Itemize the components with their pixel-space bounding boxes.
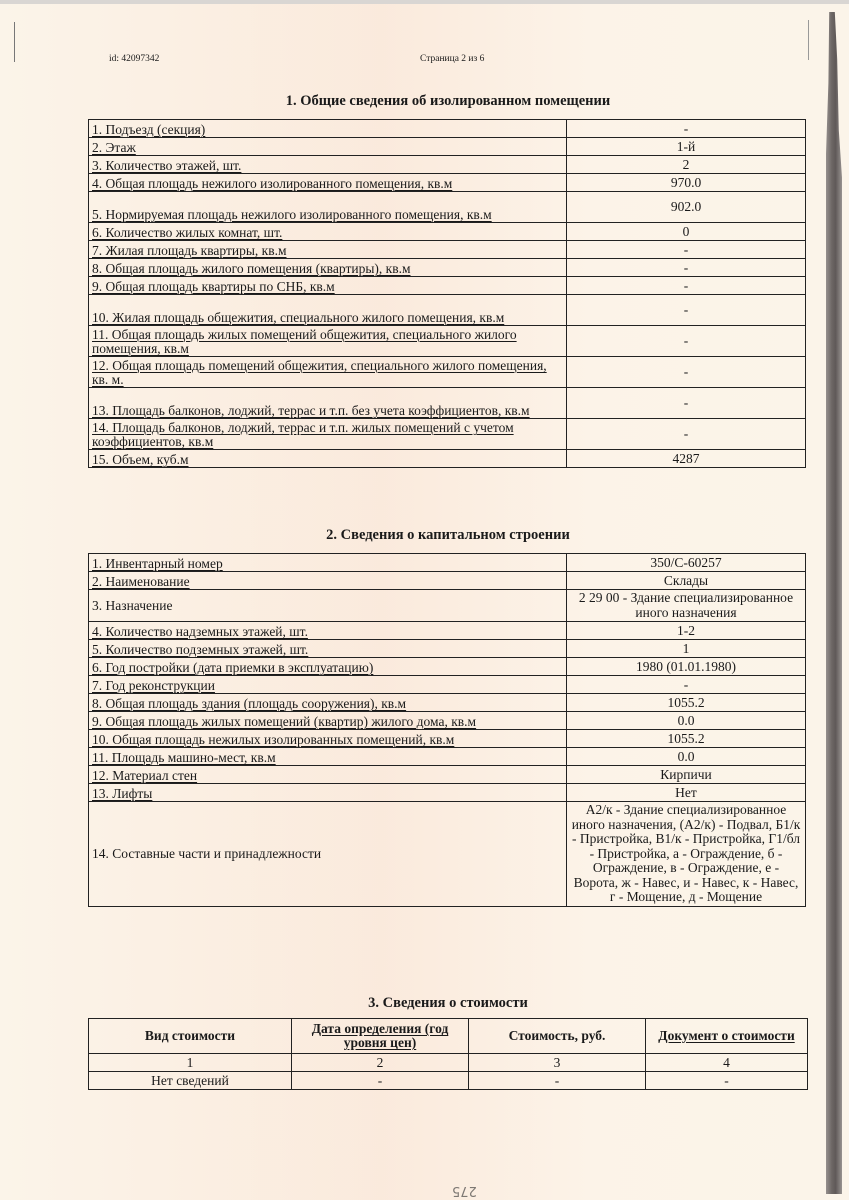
row-value: Склады <box>567 572 806 590</box>
section1-table <box>88 119 806 468</box>
section3-title: 3. Сведения о стоимости <box>368 995 528 1011</box>
table-row <box>89 326 806 357</box>
row-label: 1. Подъезд (секция) <box>89 120 567 138</box>
handwritten-page-mark: 275 <box>452 1183 477 1198</box>
row-value: - <box>567 277 806 295</box>
table-row <box>89 259 806 277</box>
section3-cost-table <box>88 1018 808 1090</box>
row-label: 9. Общая площадь жилых помещений (квартир) жилого дома, кв.м <box>89 712 567 730</box>
row-value: - <box>567 357 806 388</box>
section2-table <box>88 553 806 907</box>
table-row <box>89 748 806 766</box>
col-header-date: Дата определения (год уровня цен) <box>292 1019 469 1054</box>
row-value: 1055.2 <box>567 730 806 748</box>
row-label: 12. Общая площадь помещений общежития, специального жилого помещения, кв. м. <box>89 357 567 388</box>
row-label: 14. Составные части и принадлежности <box>89 802 567 907</box>
row-value: 1-й <box>567 138 806 156</box>
table-row <box>89 802 806 907</box>
table-row <box>89 174 806 192</box>
row-label: 7. Год реконструкции <box>89 676 567 694</box>
table-row <box>89 223 806 241</box>
row-label: 9. Общая площадь квартиры по СНБ, кв.м <box>89 277 567 295</box>
table-row <box>89 590 806 622</box>
table-row <box>89 419 806 450</box>
row-label: 2. Этаж <box>89 138 567 156</box>
col-number: 1 <box>89 1054 292 1072</box>
row-label: 5. Количество подземных этажей, шт. <box>89 640 567 658</box>
table-row <box>89 138 806 156</box>
row-label: 11. Общая площадь жилых помещений общежития, специального жилого помещения, кв.м <box>89 326 567 357</box>
row-label: 5. Нормируемая площадь нежилого изолированного помещения, кв.м <box>89 192 567 223</box>
row-value: 1-2 <box>567 622 806 640</box>
scan-top-edge <box>0 0 849 4</box>
row-label: 3. Количество этажей, шт. <box>89 156 567 174</box>
table-row <box>89 277 806 295</box>
row-label: 4. Количество надземных этажей, шт. <box>89 622 567 640</box>
table-row <box>89 676 806 694</box>
table-row <box>89 1072 808 1090</box>
row-value: 4287 <box>567 450 806 468</box>
row-value: 1055.2 <box>567 694 806 712</box>
row-label: 3. Назначение <box>89 590 567 622</box>
row-value: 0.0 <box>567 748 806 766</box>
cell-date: - <box>292 1072 469 1090</box>
row-label: 10. Общая площадь нежилых изолированных помещений, кв.м <box>89 730 567 748</box>
table-row <box>89 640 806 658</box>
row-label: 8. Общая площадь жилого помещения (квартиры), кв.м <box>89 259 567 277</box>
row-label: 8. Общая площадь здания (площадь сооружения), кв.м <box>89 694 567 712</box>
row-label: 6. Год постройки (дата приемки в эксплуатацию) <box>89 658 567 676</box>
row-label: 13. Площадь балконов, лоджий, террас и т.п. без учета коэффициентов, кв.м <box>89 388 567 419</box>
table-row <box>89 622 806 640</box>
row-value: - <box>567 120 806 138</box>
table-row <box>89 712 806 730</box>
row-label: 14. Площадь балконов, лоджий, террас и т.п. жилых помещений с учетом коэффициентов, кв.м <box>89 419 567 450</box>
section2-title: 2. Сведения о капитальном строении <box>326 527 570 543</box>
col-number: 4 <box>646 1054 808 1072</box>
table-row <box>89 766 806 784</box>
row-value: 0.0 <box>567 712 806 730</box>
row-label: 6. Количество жилых комнат, шт. <box>89 223 567 241</box>
row-label: 2. Наименование <box>89 572 567 590</box>
row-value: 902.0 <box>567 192 806 223</box>
document-id: id: 42097342 <box>109 54 160 64</box>
table-row <box>89 295 806 326</box>
cell-cost-type: Нет сведений <box>89 1072 292 1090</box>
table-row <box>89 572 806 590</box>
col-header-document: Документ о стоимости <box>646 1019 808 1054</box>
row-value: А2/к - Здание специализированное иного назначения, (А2/к) - Подвал, Б1/к - Пристройка, В1/к - Пристройка, Г1/бл - Пристройка, а - Ограждение, б - Ограждение, в - Ограждение, е - Ворота, ж - Навес, и - Навес, к - Навес, г - Мощение, д - Мощение <box>567 802 806 907</box>
cell-document: - <box>646 1072 808 1090</box>
table-row <box>89 388 806 419</box>
cell-cost: - <box>469 1072 646 1090</box>
row-value: 2 29 00 - Здание специализированное иного назначения <box>567 590 806 622</box>
row-value: Нет <box>567 784 806 802</box>
row-value: - <box>567 326 806 357</box>
row-value: - <box>567 295 806 326</box>
row-value: - <box>567 676 806 694</box>
row-label: 15. Объем, куб.м <box>89 450 567 468</box>
scan-binding-shadow <box>826 12 842 1194</box>
row-value: Кирпичи <box>567 766 806 784</box>
table-row <box>89 694 806 712</box>
row-label: 1. Инвентарный номер <box>89 554 567 572</box>
row-label: 7. Жилая площадь квартиры, кв.м <box>89 241 567 259</box>
table-row <box>89 554 806 572</box>
section1-title: 1. Общие сведения об изолированном помещении <box>285 93 611 109</box>
row-value: 2 <box>567 156 806 174</box>
row-value: - <box>567 419 806 450</box>
table-row <box>89 450 806 468</box>
row-label: 11. Площадь машино-мест, кв.м <box>89 748 567 766</box>
table-row <box>89 784 806 802</box>
row-value: - <box>567 241 806 259</box>
table-row <box>89 156 806 174</box>
cost-number-row <box>89 1054 808 1072</box>
row-label: 12. Материал стен <box>89 766 567 784</box>
table-row <box>89 730 806 748</box>
table-row <box>89 120 806 138</box>
cost-header-row <box>89 1019 808 1054</box>
scan-right-edge-line <box>808 20 809 60</box>
row-value: - <box>567 259 806 277</box>
row-value: 1 <box>567 640 806 658</box>
page-number: Страница 2 из 6 <box>420 54 485 64</box>
row-label: 13. Лифты <box>89 784 567 802</box>
row-value: - <box>567 388 806 419</box>
table-row <box>89 241 806 259</box>
col-number: 3 <box>469 1054 646 1072</box>
col-header-cost: Стоимость, руб. <box>469 1019 646 1054</box>
row-value: 1980 (01.01.1980) <box>567 658 806 676</box>
table-row <box>89 658 806 676</box>
table-row <box>89 192 806 223</box>
scan-left-edge <box>14 22 15 62</box>
row-label: 4. Общая площадь нежилого изолированного помещения, кв.м <box>89 174 567 192</box>
col-number: 2 <box>292 1054 469 1072</box>
col-header-cost-type: Вид стоимости <box>89 1019 292 1054</box>
row-value: 350/С-60257 <box>567 554 806 572</box>
row-label: 10. Жилая площадь общежития, специального жилого помещения, кв.м <box>89 295 567 326</box>
row-value: 970.0 <box>567 174 806 192</box>
table-row <box>89 357 806 388</box>
row-value: 0 <box>567 223 806 241</box>
